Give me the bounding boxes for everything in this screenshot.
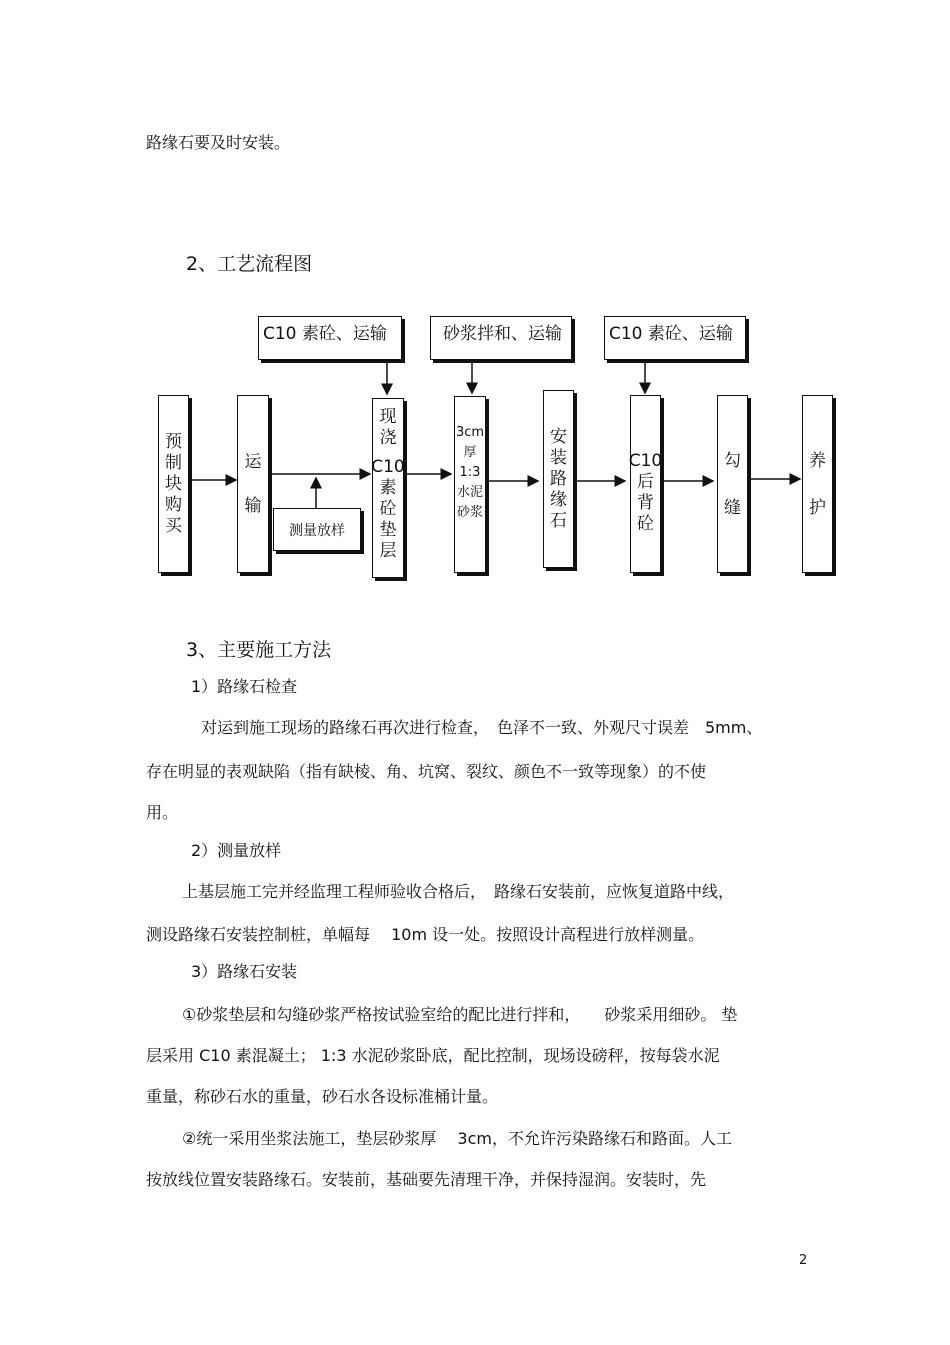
step-install-curb: 安装路缘石 — [543, 390, 574, 568]
para-inspection-line-2: 存在明显的表观缺陷（指有缺棱、角、坑窝、裂纹、颜色不一致等现象）的不使 — [146, 762, 707, 781]
step-mortar-material: 水泥砂浆 — [456, 485, 483, 520]
para-install-1-line-3: 重量，称砂石水的重量，砂石水各设标准桶计量。 — [146, 1087, 499, 1106]
subheading-survey: 2）测量放样 — [191, 841, 282, 860]
step-cast-label: 现浇 — [379, 407, 397, 448]
step-mortar-thickness: 3cm — [455, 425, 485, 440]
step-cast-grade: C10 — [371, 457, 405, 477]
intro-line: 路缘石要及时安装。 — [146, 133, 291, 152]
section-heading-2: 2、工艺流程图 — [186, 253, 313, 275]
para-install-2-line-1: ②统一采用坐浆法施工，垫层砂浆厚 3cm，不允许污染路缘石和路面。人工 — [182, 1129, 732, 1148]
para-install-1-line-2: 层采用 C10 素混凝土； 1:3 水泥砂浆卧底，配比控制，现场设磅秤，按每袋水泥 — [146, 1046, 720, 1065]
step-cast-c10-cushion — [372, 398, 404, 578]
step-mortar-bed — [454, 396, 486, 573]
step-jointing-char-2: 缝 — [724, 498, 741, 518]
top-box-mortar-mixing: 砂浆拌和、运输 — [430, 316, 572, 360]
step-mortar-thick-char: 厚 — [463, 445, 477, 460]
step-curing — [802, 395, 833, 573]
step-purchase-blocks: 预制块购买 — [158, 395, 189, 573]
para-survey-line-1: 上基层施工完并经监理工程师验收合格后， 路缘石安装前，应恢复道路中线， — [182, 882, 735, 901]
step-transport-char-2: 输 — [244, 495, 262, 516]
survey-setout-box: 测量放样 — [273, 508, 361, 551]
para-survey-line-2: 测设路缘石安装控制桩，单幅每 10m 设一处。按照设计高程进行放样测量。 — [146, 925, 705, 944]
subheading-installation: 3）路缘石安装 — [191, 962, 298, 981]
top-box-c10-transport-2: C10 素砼、运输 — [604, 316, 746, 360]
section-heading-3: 3、主要施工方法 — [186, 639, 332, 661]
step-cast-material: 素砼垫层 — [379, 478, 397, 561]
step-curing-char-1: 养 — [809, 451, 826, 471]
step-transport — [237, 395, 269, 573]
subheading-inspection: 1）路缘石检查 — [191, 677, 298, 696]
para-install-2-line-2: 按放线位置安装路缘石。安装前，基础要先清理干净，并保持湿润。安装时，先 — [146, 1170, 707, 1189]
step-transport-char-1: 运 — [244, 451, 262, 472]
top-box-c10-transport-1: C10 素砼、运输 — [258, 316, 402, 360]
step-jointing-char-1: 勾 — [724, 451, 741, 471]
para-inspection-line-3: 用。 — [146, 803, 179, 822]
step-jointing — [717, 395, 748, 573]
step-curing-char-2: 护 — [809, 498, 826, 518]
para-inspection-line-1: 对运到施工现场的路缘石再次进行检查， 色泽不一致、外观尺寸误差 5mm、 — [201, 718, 763, 737]
step-backing-grade: C10 — [628, 451, 663, 471]
step-mortar-ratio: 1:3 — [459, 465, 481, 480]
step-backing-label: 后背砼 — [637, 472, 654, 534]
step-c10-backing — [630, 395, 661, 573]
para-install-1-line-1: ①砂浆垫层和勾缝砂浆严格按试验室给的配比进行拌和， 砂浆采用细砂。 垫 — [182, 1005, 738, 1024]
page-number: 2 — [799, 1253, 808, 1268]
